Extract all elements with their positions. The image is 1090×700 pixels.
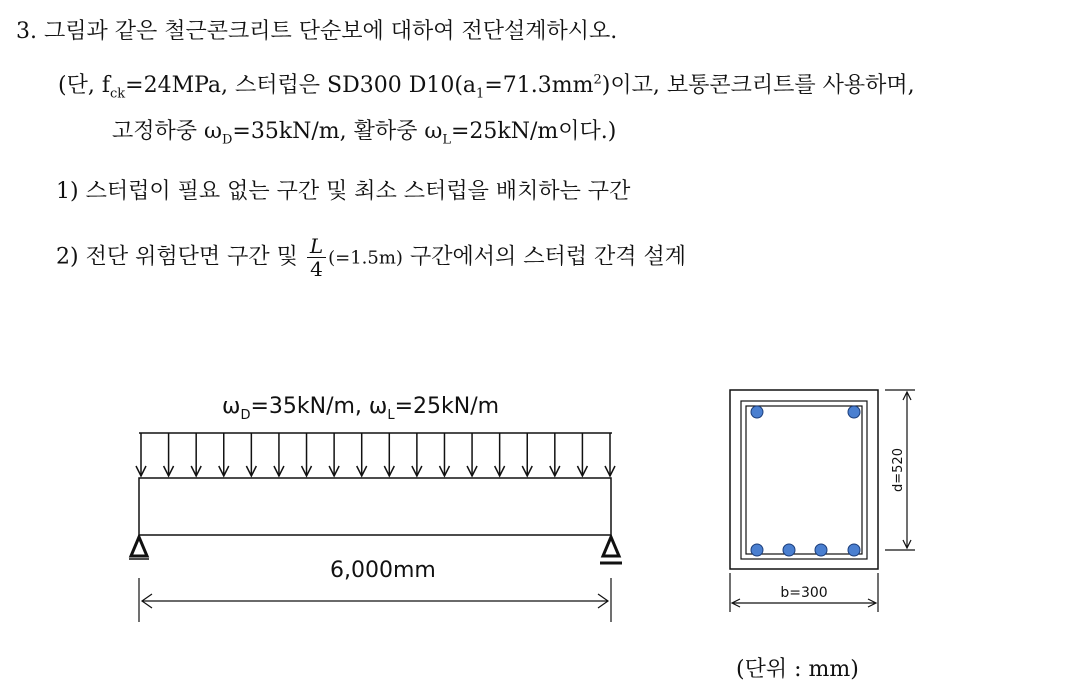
beam xyxy=(139,478,611,535)
load-arrow xyxy=(495,433,505,476)
width-label: b=300 xyxy=(780,585,828,601)
rebar xyxy=(848,406,860,418)
load-arrow xyxy=(136,433,146,476)
question-text: 그림과 같은 철근콘크리트 단순보에 대하여 전단설계하시오. xyxy=(44,19,618,44)
unit-note: (단위 : mm) xyxy=(736,657,859,682)
rebar xyxy=(751,406,763,418)
roller-support-right xyxy=(600,537,622,563)
load-arrow xyxy=(522,433,532,476)
pin-support-left xyxy=(129,537,149,559)
item-1: 1) 스터럽이 필요 없는 구간 및 최소 스터럽을 배치하는 구간 xyxy=(56,179,631,204)
span-dimension xyxy=(139,578,611,622)
load-arrow xyxy=(384,433,394,476)
span-label: 6,000mm xyxy=(330,558,436,583)
load-arrow xyxy=(357,433,367,476)
rebar xyxy=(783,544,795,556)
load-arrow xyxy=(191,433,201,476)
rebar xyxy=(815,544,827,556)
item-2: 2) 전단 위험단면 구간 및 $\frac{L}{4}$ (=1.5m) 구간에서의 스터럽 간격 설계 xyxy=(56,234,686,281)
load-arrow xyxy=(577,433,587,476)
load-arrow xyxy=(467,433,477,476)
load-arrow xyxy=(550,433,560,476)
load-arrow xyxy=(605,433,615,476)
condition-line-1: (단, $f_{ck}=24MPa$, 스터럽은 SD300 $D10(a_1=71.3mm^2)$이고, 보통콘크리트를 사용하며, xyxy=(58,72,915,102)
depth-label: d=520 xyxy=(891,448,906,492)
condition-line-2: 고정하중 $\omega_D=35kN/m$, 활하중 $\omega_L=25kN/m$이다.) xyxy=(112,119,617,148)
rebar xyxy=(848,544,860,556)
load-arrow xyxy=(274,433,284,476)
load-arrow xyxy=(302,433,312,476)
load-arrow xyxy=(219,433,229,476)
rebar xyxy=(751,544,763,556)
load-label: $\omega_D=35kN/m$, $\omega_L=25kN/m$ xyxy=(222,394,500,423)
cross-section xyxy=(730,390,915,612)
distributed-load xyxy=(136,433,615,476)
load-arrow xyxy=(246,433,256,476)
load-arrow xyxy=(164,433,174,476)
load-arrow xyxy=(412,433,422,476)
fraction-l-over-4: $\frac{L}{4}$ xyxy=(307,236,326,279)
load-arrow xyxy=(439,433,449,476)
load-arrow xyxy=(329,433,339,476)
load-arrows xyxy=(136,433,615,476)
question-number: 3. xyxy=(16,19,37,44)
